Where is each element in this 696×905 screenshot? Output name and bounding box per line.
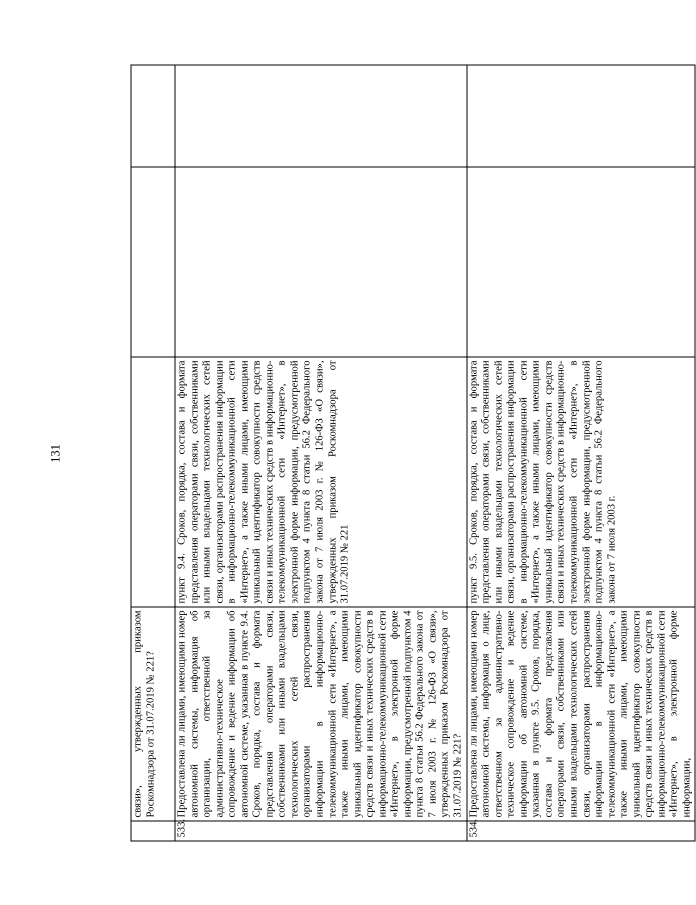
table-row [131,65,175,841]
note-cell [467,65,696,167]
requirement-cell: связи», утвержденных приказом Роскомнадзора от 31.07.2019 № 221? [131,607,175,821]
legal-basis-cell: пункт 9.4. Сроков, порядка, состава и формата представления операторами связи, собственниками или иными владельцами технологических сетей связи, организаторами распространения информации в информационно-телекоммуникационной сети «Интернет», а также иными лицами, имеющими уникальный идентификатор совокупности средств связи и иных технических средств в информационно-телекоммуникационной сети «Интернет», в электронной форме информации, предусмотренной подпунктом 4 пункта 8 статьи 56.2 Федерального закона от 7 июля 2003 г. № 126-ФЗ «О связи», утвержденных приказом Роскомнадзора от 31.07.2019 № 221 [175,357,467,607]
requirement-cell: Предоставлена ли лицами, имеющими номер автономной системы, информация об организации, ответственной за административно-техническое сопровождение и ведение информации об автономной системе, указанная в пункте 9.4. Сроков, порядка, состава и формата представления операторами связи, собственниками или иными владельцами технологических сетей связи, организаторами распространения информации в информационно-телекоммуникационной сети «Интернет», а также иными лицами, имеющими уникальный идентификатор совокупности средств связи и иных технических средств в информационно-телекоммуникационной сети «Интернет», в электронной форме информации, предусмотренной подпунктом 4 пункта 8 статьи 56.2 Федерального закона от 7 июля 2003 г. № 126-ФЗ «О связи», утвержденных приказом Роскомнадзора от 31.07.2019 № 221? [175,607,467,821]
answer-cell [175,167,467,357]
checklist-table [131,64,696,841]
row-number-cell: 533. [175,821,467,841]
legal-basis-cell: пункт 9.5. Сроков, порядка, состава и формата представления операторами связи, собственниками или иными владельцами технологических сетей связи, организаторами распространения информации в информационно-телекоммуникационной сети «Интернет», а также иными лицами, имеющими уникальный идентификатор совокупности средств связи и иных технических средств в информационно-телекоммуникационной сети «Интернет», в электронной форме информации, предусмотренной подпунктом 4 пункта 8 статьи 56.2 Федерального закона от 7 июля 2003 г. [467,357,696,607]
note-cell [131,65,175,167]
table-row [175,65,467,841]
row-number-cell: 534. [467,821,696,841]
answer-cell [131,167,175,357]
answer-cell [467,167,696,357]
table-row [467,65,696,841]
requirement-cell: Предоставлена ли лицами, имеющими номер автономной системы, информация о лице, ответственном за административно-техническое сопровождение и ведение информации об автономной системе, указанная в пункте 9.5. Сроков, порядка, состава и формата представления операторами связи, собственниками или иными владельцами технологических сетей связи, организаторами распространения информации в информационно-телекоммуникационной сети «Интернет», а также иными лицами, имеющими уникальный идентификатор совокупности средств связи и иных технических средств в информационно-телекоммуникационной сети «Интернет», в электронной форме информации, [467,607,696,821]
note-cell [175,65,467,167]
rotated-page [41,40,693,866]
legal-basis-cell [131,357,175,607]
row-number-cell [131,821,175,841]
page-number: 131 [48,443,63,463]
